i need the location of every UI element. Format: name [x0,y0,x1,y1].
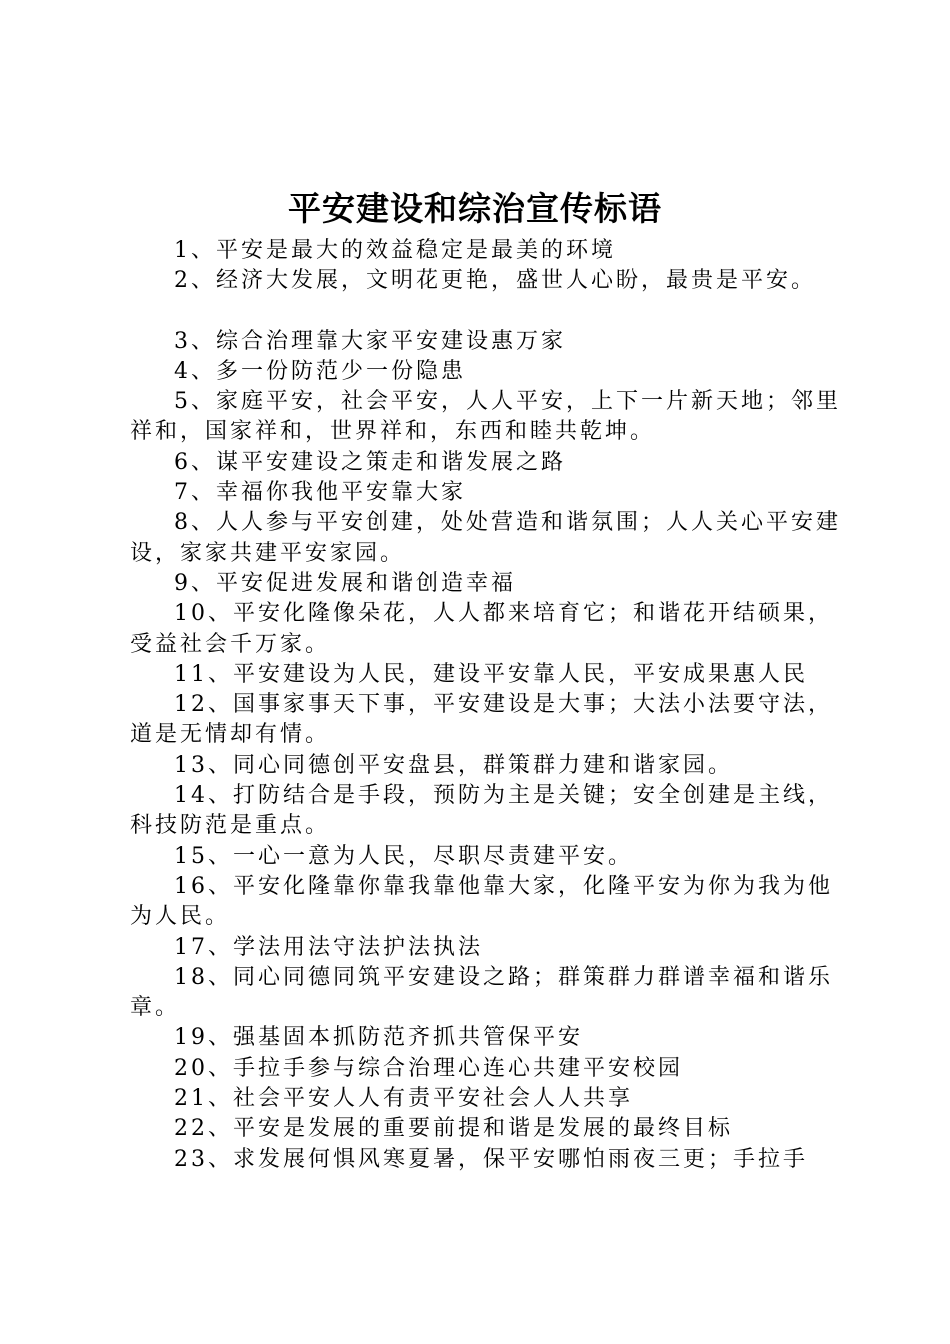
slogan-item: 13、同心同德创平安盘县，群策群力建和谐家园。 [174,752,733,778]
slogan-item: 11、平安建设为人民，建设平安靠人民，平安成果惠人民 [174,661,808,687]
slogan-item: 20、手拉手参与综合治理心连心共建平安校园 [174,1055,683,1081]
slogan-item: 15、一心一意为人民，尽职尽责建平安。 [174,843,633,869]
slogan-item: 17、学法用法守法护法执法 [174,934,483,960]
slogan-item: 2、经济大发展，文明花更艳，盛世人心盼，最贵是平安。 [174,268,816,294]
slogan-item: 22、平安是发展的重要前提和谐是发展的最终目标 [174,1116,733,1142]
slogan-item: 18、同心同德同筑平安建设之路；群策群力群谱幸福和谐乐章。 [130,964,833,1021]
slogan-item: 16、平安化隆靠你靠我靠他靠大家，化隆平安为你为我为他为人民。 [130,873,833,930]
slogan-item: 23、求发展何惧风寒夏暑，保平安哪怕雨夜三更；手拉手 [174,1146,808,1172]
slogan-list [130,236,842,1175]
slogan-item: 3、综合治理靠大家平安建设惠万家 [174,328,566,354]
slogan-item: 10、平安化隆像朵花，人人都来培育它；和谐花开结硕果，受益社会千万家。 [130,601,833,657]
slogan-item: 5、家庭平安，社会平安，人人平安，上下一片新天地；邻里祥和，国家祥和，世界祥和，东西和睦共乾坤。 [130,389,841,445]
document-title: 平安建设和综治宣传标语 [288,189,662,228]
slogan-item: 12、国事家事天下事，平安建设是大事；大法小法要守法，道是无情却有情。 [130,692,833,748]
slogan-item: 21、社会平安人人有责平安社会人人共享 [174,1086,633,1112]
slogan-item: 9、平安促进发展和谐创造幸福 [174,570,516,596]
slogan-item: 7、幸福你我他平安靠大家 [174,480,466,506]
slogan-item: 8、人人参与平安创建，处处营造和谐氛围；人人关心平安建设，家家共建平安家园。 [130,510,841,566]
slogan-item: 6、谋平安建设之策走和谐发展之路 [174,449,566,475]
slogan-item: 4、多一份防范少一份隐患 [174,358,466,384]
slogan-item: 1、平安是最大的效益稳定是最美的环境 [174,238,616,263]
slogan-item: 19、强基固本抓防范齐抓共管保平安 [174,1025,583,1051]
slogan-item: 14、打防结合是手段，预防为主是关键；安全创建是主线，科技防范是重点。 [130,783,833,839]
